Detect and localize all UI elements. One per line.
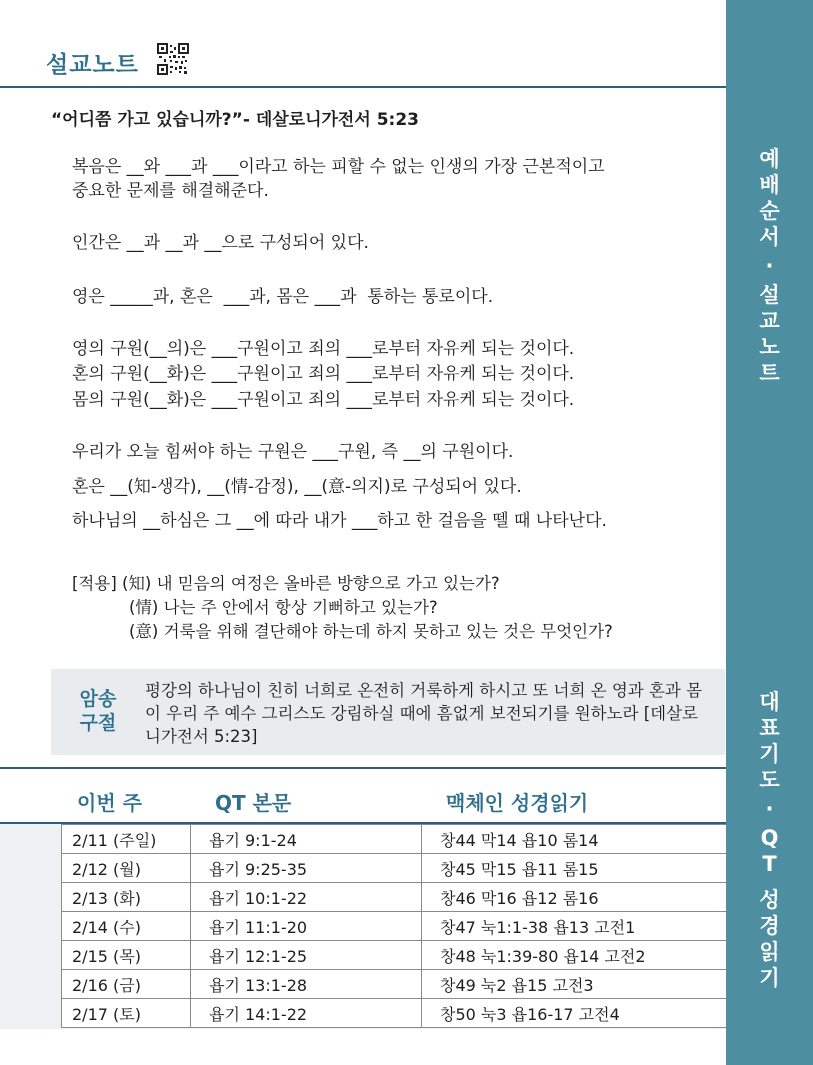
- day-cell: 2/11 (주일): [62, 825, 191, 854]
- qt-cell: 욥기 9:25-35: [191, 854, 422, 883]
- sidebar-char: 노: [759, 335, 780, 359]
- column-header-week: 이번 주: [77, 791, 142, 815]
- table-row: [62, 883, 735, 912]
- reading-cell: 창48 눅1:39-80 욥14 고전2: [422, 941, 735, 970]
- sidebar-char: T: [762, 852, 777, 876]
- sidebar-char: 서: [759, 225, 780, 249]
- qr-code-icon[interactable]: [157, 43, 189, 75]
- sidebar-char: 순: [759, 199, 780, 223]
- table-row: [62, 912, 735, 941]
- table-row: [62, 854, 735, 883]
- sidebar-char: 트: [759, 361, 780, 385]
- sidebar-char: 성: [759, 888, 780, 912]
- day-cell: 2/14 (수): [62, 912, 191, 941]
- application-section: [72, 572, 613, 644]
- memory-label-line: 암송: [79, 688, 117, 710]
- sidebar-char: Q: [760, 826, 779, 850]
- reading-cell: 창50 눅3 욥16-17 고전4: [422, 999, 735, 1028]
- note-line: 영의 구원(__의)은 ___구원이고 죄의 ___로부터 자유케 되는 것이다.: [72, 339, 575, 359]
- qt-schedule-table: [61, 824, 735, 1028]
- sidebar-label-prayer-qt: [726, 689, 813, 991]
- sidebar-char: ·: [765, 797, 774, 821]
- day-cell: 2/17 (토): [62, 999, 191, 1028]
- sidebar-char: 배: [759, 173, 780, 197]
- sidebar-char: 표: [759, 716, 780, 740]
- sidebar-char: 읽: [759, 940, 780, 964]
- day-cell: 2/13 (화): [62, 883, 191, 912]
- sidebar-char: 경: [759, 914, 780, 938]
- application-question: (情) 나는 주 안에서 항상 기뻐하고 있는가?: [129, 598, 438, 617]
- qt-cell: 욥기 10:1-22: [191, 883, 422, 912]
- note-line: 중요한 문제를 해결해준다.: [72, 181, 269, 201]
- memory-verse-box: [51, 669, 725, 755]
- column-header-qt: QT 본문: [215, 791, 292, 815]
- page-title: 설교노트: [46, 52, 139, 78]
- sidebar: [726, 0, 813, 1065]
- memory-verse-label: [73, 687, 123, 735]
- memory-verse-text: 평강의 하나님이 친히 너희로 온전히 거룩하게 하시고 또 너희 온 영과 혼과 몸이 우리 주 예수 그리스도 강림하실 때에 흠없게 보전되기를 원하노라 [데살로니가전서 5:23]: [145, 681, 703, 746]
- sidebar-char: 대: [759, 690, 780, 714]
- reading-cell: 창49 눅2 욥15 고전3: [422, 970, 735, 999]
- day-cell: 2/16 (금): [62, 970, 191, 999]
- note-line: 혼의 구원(__화)은 ___구원이고 죄의 ___로부터 자유케 되는 것이다.: [72, 364, 575, 384]
- header-divider: [0, 86, 726, 88]
- sidebar-char: 기: [759, 966, 780, 990]
- qt-cell: 욥기 9:1-24: [191, 825, 422, 854]
- qt-cell: 욥기 14:1-22: [191, 999, 422, 1028]
- sidebar-label-worship-order: [726, 146, 813, 386]
- sidebar-char: 기: [759, 742, 780, 766]
- note-line: 하나님의 __하심은 그 __에 따라 내가 ___하고 한 걸음을 뗄 때 나타난다.: [72, 511, 607, 531]
- section-divider: [0, 767, 726, 769]
- day-cell: 2/15 (목): [62, 941, 191, 970]
- day-cell: 2/12 (월): [62, 854, 191, 883]
- reading-cell: 창44 막14 욥10 롬14: [422, 825, 735, 854]
- qt-cell: 욥기 12:1-25: [191, 941, 422, 970]
- note-line: 혼은 __(知-생각), __(情-감정), __(意-의지)로 구성되어 있다.: [72, 477, 522, 497]
- table-row: [62, 970, 735, 999]
- application-question: (意) 거룩을 위해 결단해야 하는데 하지 못하고 있는 것은 무엇인가?: [129, 622, 613, 641]
- reading-cell: 창47 눅1:1-38 욥13 고전1: [422, 912, 735, 941]
- application-question: [적용] (知) 내 믿음의 여정은 올바른 방향으로 가고 있는가?: [72, 574, 500, 593]
- table-row: [62, 941, 735, 970]
- note-line: 인간은 __과 __과 __으로 구성되어 있다.: [72, 233, 369, 253]
- reading-cell: 창45 막15 욥11 롬15: [422, 854, 735, 883]
- sidebar-char: 도: [759, 768, 780, 792]
- note-line: 몸의 구원(__화)은 ___구원이고 죄의 ___로부터 자유케 되는 것이다.: [72, 390, 575, 410]
- memory-label-line: 구절: [79, 712, 117, 734]
- sidebar-char: 예: [759, 147, 780, 171]
- reading-cell: 창46 막16 욥12 롬16: [422, 883, 735, 912]
- note-line: 우리가 오늘 힘써야 하는 구원은 ___구원, 즉 __의 구원이다.: [72, 442, 514, 462]
- table-row: [62, 999, 735, 1028]
- note-line: 복음은 __와 ___과 ___이라고 하는 피할 수 없는 인생의 가장 근본적이고: [72, 157, 605, 177]
- sermon-title: “어디쯤 가고 있습니까?”- 데살로니가전서 5:23: [51, 110, 419, 130]
- sidebar-char: 교: [759, 309, 780, 333]
- note-line: 영은 _____과, 혼은 ___과, 몸은 ___과 통하는 통로이다.: [72, 287, 494, 307]
- sidebar-char: 설: [759, 283, 780, 307]
- table-row: [62, 825, 735, 854]
- column-header-reading: 맥체인 성경읽기: [446, 791, 589, 815]
- qt-cell: 욥기 11:1-20: [191, 912, 422, 941]
- sidebar-char: ·: [765, 254, 774, 278]
- qt-cell: 욥기 13:1-28: [191, 970, 422, 999]
